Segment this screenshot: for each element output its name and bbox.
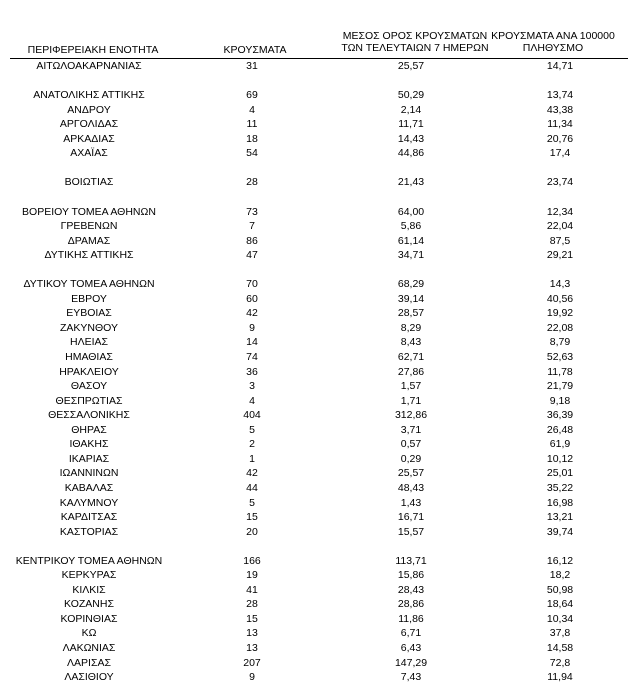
table-row xyxy=(0,132,633,146)
cell-region: ΙΩΑΝΝΙΝΩΝ xyxy=(59,467,119,480)
table-row xyxy=(0,103,633,117)
cell-avg7: 8,43 xyxy=(400,336,422,349)
header-per100k-line1: ΚΡΟΥΣΜΑΤΑ ΑΝΑ 100000 xyxy=(491,30,615,42)
cell-avg7: 312,86 xyxy=(394,409,428,422)
cell-avg7: 3,71 xyxy=(400,423,422,436)
table-row xyxy=(0,583,633,597)
cell-per100k: 21,79 xyxy=(546,380,574,393)
cell-per100k: 12,34 xyxy=(546,205,574,218)
table-row xyxy=(0,365,633,379)
cell-cases: 404 xyxy=(243,409,261,422)
table-row xyxy=(0,335,633,349)
table-row xyxy=(0,394,633,408)
table-row xyxy=(0,205,633,219)
cell-cases: 7 xyxy=(249,220,255,233)
table-row xyxy=(0,161,633,175)
cell-cases: 41 xyxy=(246,583,258,596)
cell-region: ΛΑΡΙΣΑΣ xyxy=(67,656,111,669)
cell-cases: 5 xyxy=(249,423,255,436)
cell-cases: 207 xyxy=(243,656,261,669)
table-row xyxy=(0,510,633,524)
table-row xyxy=(0,408,633,422)
table-row xyxy=(0,277,633,291)
cell-per100k: 10,34 xyxy=(546,612,574,625)
cell-region: ΚΙΛΚΙΣ xyxy=(72,583,106,596)
cell-avg7: 7,43 xyxy=(400,671,422,684)
cell-cases: 70 xyxy=(246,278,258,291)
cell-per100k: 50,98 xyxy=(546,583,574,596)
table-row xyxy=(0,248,633,262)
cell-avg7: 48,43 xyxy=(397,481,425,494)
table-row xyxy=(0,626,633,640)
cell-per100k: 23,74 xyxy=(546,176,574,189)
cell-region: ΚΩ xyxy=(81,627,97,640)
cell-region: ΚΑΣΤΟΡΙΑΣ xyxy=(59,525,119,538)
cell-per100k: 16,98 xyxy=(546,496,574,509)
cell-region: ΓΡΕΒΕΝΩΝ xyxy=(60,220,118,233)
table-row xyxy=(0,190,633,204)
cell-region: ΚΑΡΔΙΤΣΑΣ xyxy=(60,511,118,524)
cell-avg7: 6,71 xyxy=(400,627,422,640)
cell-cases: 3 xyxy=(249,380,255,393)
cell-region: ΚΑΛΥΜΝΟΥ xyxy=(59,496,119,509)
cell-per100k: 87,5 xyxy=(549,234,571,247)
table-row xyxy=(0,641,633,655)
table-row xyxy=(0,263,633,277)
cell-avg7: 28,57 xyxy=(397,307,425,320)
table-row xyxy=(0,597,633,611)
table-row xyxy=(0,452,633,466)
table-row xyxy=(0,423,633,437)
cell-avg7: 8,29 xyxy=(400,321,422,334)
cell-per100k: 36,39 xyxy=(546,409,574,422)
cell-region: ΑΝΔΡΟΥ xyxy=(67,103,111,116)
cell-per100k: 52,63 xyxy=(546,351,574,363)
cell-per100k: 19,92 xyxy=(546,307,574,320)
cell-avg7: 68,29 xyxy=(397,278,425,291)
cell-per100k: 25,01 xyxy=(546,467,574,480)
cell-region: ΑΝΑΤΟΛΙΚΗΣ ΑΤΤΙΚΗΣ xyxy=(33,89,145,102)
cell-cases: 28 xyxy=(246,598,258,611)
cell-per100k: 22,04 xyxy=(546,220,574,233)
cell-avg7: 64,00 xyxy=(397,205,425,218)
cell-region: ΔΥΤΙΚΟΥ ΤΟΜΕΑ ΑΘΗΝΩΝ xyxy=(23,278,155,291)
cell-cases: 73 xyxy=(246,205,258,218)
cell-cases: 19 xyxy=(246,569,258,582)
table-row xyxy=(0,554,633,568)
cell-avg7: 25,57 xyxy=(397,467,425,480)
cell-cases: 86 xyxy=(246,234,258,247)
cell-per100k: 43,38 xyxy=(546,103,574,116)
cell-region: ΗΜΑΘΙΑΣ xyxy=(65,351,113,363)
cell-region: ΙΚΑΡΙΑΣ xyxy=(68,452,110,465)
cell-per100k: 18,2 xyxy=(549,569,571,582)
table-row xyxy=(0,74,633,88)
cell-cases: 13 xyxy=(246,627,258,640)
cell-cases: 47 xyxy=(246,249,258,262)
cell-per100k: 29,21 xyxy=(546,249,574,262)
cell-region: ΘΑΣΟΥ xyxy=(70,380,108,393)
cell-per100k: 9,18 xyxy=(549,394,571,407)
cell-avg7: 28,86 xyxy=(397,598,425,611)
cell-per100k: 20,76 xyxy=(546,132,574,145)
table-row xyxy=(0,146,633,160)
table-row xyxy=(0,437,633,451)
cell-avg7: 62,71 xyxy=(397,351,425,363)
cell-cases: 18 xyxy=(246,132,258,145)
table-row xyxy=(0,88,633,102)
cell-per100k: 18,64 xyxy=(546,598,574,611)
cell-region: ΘΕΣΣΑΛΟΝΙΚΗΣ xyxy=(48,409,130,422)
cell-avg7: 6,43 xyxy=(400,642,422,654)
cell-per100k: 14,3 xyxy=(549,278,571,291)
table-row xyxy=(0,175,633,189)
cell-avg7: 61,14 xyxy=(397,234,425,247)
cell-per100k: 17,4 xyxy=(549,147,571,160)
cell-avg7: 2,14 xyxy=(400,103,422,116)
cell-cases: 36 xyxy=(246,365,258,378)
header-per100k xyxy=(478,30,628,54)
header-region: ΠΕΡΙΦΕΡΕΙΑΚΗ ΕΝΟΤΗΤΑ xyxy=(27,44,159,56)
cell-region: ΑΡΓΟΛΙΔΑΣ xyxy=(59,118,119,131)
header-avg7-line2: ΤΩΝ ΤΕΛΕΥΤΑΙΩΝ 7 ΗΜΕΡΩΝ xyxy=(341,42,489,54)
table-row xyxy=(0,234,633,248)
cell-region: ΔΡΑΜΑΣ xyxy=(67,234,111,247)
cell-per100k: 22,08 xyxy=(546,321,574,334)
cell-avg7: 15,57 xyxy=(397,525,425,538)
cell-avg7: 0,29 xyxy=(400,452,422,465)
cell-per100k: 13,21 xyxy=(546,511,574,524)
table-row xyxy=(0,670,633,684)
cell-avg7: 39,14 xyxy=(397,292,425,305)
table-row xyxy=(0,612,633,626)
cell-cases: 15 xyxy=(246,612,258,625)
cell-per100k: 10,12 xyxy=(546,452,574,465)
table-row xyxy=(0,350,633,364)
cell-avg7: 113,71 xyxy=(395,554,427,567)
table-row xyxy=(0,539,633,553)
cell-cases: 15 xyxy=(246,511,258,524)
cell-region: ΛΑΚΩΝΙΑΣ xyxy=(62,642,116,654)
cell-avg7: 50,29 xyxy=(397,89,425,102)
cell-cases: 42 xyxy=(246,307,258,320)
cell-region: ΗΛΕΙΑΣ xyxy=(69,336,108,349)
header-cases: ΚΡΟΥΣΜΑΤΑ xyxy=(223,44,287,56)
table-row xyxy=(0,219,633,233)
cell-region: ΕΥΒΟΙΑΣ xyxy=(66,307,112,320)
cell-per100k: 61,9 xyxy=(549,438,571,451)
cell-region: ΑΧΑΪΑΣ xyxy=(70,147,108,160)
cell-per100k: 39,74 xyxy=(546,525,574,538)
cell-avg7: 28,43 xyxy=(397,583,425,596)
table-row xyxy=(0,306,633,320)
cell-region: ΑΡΚΑΔΙΑΣ xyxy=(63,132,115,145)
cell-cases: 4 xyxy=(249,103,255,116)
cell-per100k: 14,71 xyxy=(546,60,574,72)
header-per100k-line2: ΠΛΗΘΥΣΜΟ xyxy=(522,42,584,54)
cell-region: ΙΘΑΚΗΣ xyxy=(69,438,109,451)
cell-region: ΑΙΤΩΛΟΑΚΑΡΝΑΝΙΑΣ xyxy=(36,60,142,72)
cell-cases: 54 xyxy=(246,147,258,160)
cell-region: ΕΒΡΟΥ xyxy=(71,292,107,305)
cell-region: ΛΑΣΙΘΙΟΥ xyxy=(64,671,114,684)
cell-cases: 5 xyxy=(249,496,255,509)
cell-per100k: 11,78 xyxy=(547,365,573,378)
cell-region: ΖΑΚΥΝΘΟΥ xyxy=(59,321,118,334)
cell-cases: 42 xyxy=(246,467,258,480)
cell-avg7: 11,71 xyxy=(398,118,424,131)
cell-avg7: 5,86 xyxy=(400,220,422,233)
table-row xyxy=(0,656,633,670)
table-row xyxy=(0,379,633,393)
cell-per100k: 72,8 xyxy=(549,656,571,669)
cell-per100k: 16,12 xyxy=(546,554,574,567)
cell-avg7: 15,86 xyxy=(397,569,425,582)
table-row xyxy=(0,496,633,510)
cell-per100k: 14,58 xyxy=(546,642,574,654)
table-row xyxy=(0,117,633,131)
table-row xyxy=(0,292,633,306)
cell-region: ΔΥΤΙΚΗΣ ΑΤΤΙΚΗΣ xyxy=(44,249,134,262)
cell-avg7: 27,86 xyxy=(397,365,425,378)
cell-avg7: 34,71 xyxy=(397,249,425,262)
cell-region: ΚΟΖΑΝΗΣ xyxy=(64,598,114,611)
cell-cases: 60 xyxy=(246,292,258,305)
cell-cases: 4 xyxy=(249,394,255,407)
cell-avg7: 16,71 xyxy=(397,511,425,524)
cell-cases: 14 xyxy=(246,336,258,349)
cell-region: ΒΟΡΕΙΟΥ ΤΟΜΕΑ ΑΘΗΝΩΝ xyxy=(22,205,156,218)
cell-cases: 166 xyxy=(243,554,261,567)
table-row xyxy=(0,525,633,539)
cell-avg7: 25,57 xyxy=(397,60,425,72)
cell-avg7: 11,86 xyxy=(398,612,424,625)
cell-region: ΗΡΑΚΛΕΙΟΥ xyxy=(59,365,119,378)
cell-cases: 44 xyxy=(246,481,258,494)
table-row xyxy=(0,321,633,335)
cell-per100k: 8,79 xyxy=(549,336,571,349)
cell-per100k: 40,56 xyxy=(546,292,574,305)
cell-cases: 20 xyxy=(246,525,258,538)
cell-avg7: 14,43 xyxy=(397,132,425,145)
table-row xyxy=(0,568,633,582)
cell-per100k: 13,74 xyxy=(546,89,574,102)
table-row xyxy=(0,481,633,495)
cell-region: ΚΟΡΙΝΘΙΑΣ xyxy=(60,612,118,625)
cell-cases: 9 xyxy=(249,671,255,684)
cell-cases: 31 xyxy=(246,60,258,72)
cell-cases: 13 xyxy=(246,642,258,654)
cell-cases: 69 xyxy=(246,89,258,102)
cell-region: ΚΑΒΑΛΑΣ xyxy=(64,481,114,494)
cell-per100k: 11,94 xyxy=(547,671,573,684)
cell-per100k: 11,34 xyxy=(547,118,573,131)
cell-region: ΚΕΝΤΡΙΚΟΥ ΤΟΜΕΑ ΑΘΗΝΩΝ xyxy=(15,554,163,567)
cell-cases: 11 xyxy=(246,118,258,131)
cell-cases: 74 xyxy=(246,351,258,363)
header-avg7-line1: ΜΕΣΟΣ ΟΡΟΣ ΚΡΟΥΣΜΑΤΩΝ xyxy=(342,30,488,42)
cell-cases: 2 xyxy=(249,438,255,451)
cell-avg7: 0,57 xyxy=(400,438,422,451)
cell-region: ΒΟΙΩΤΙΑΣ xyxy=(64,176,114,189)
table-row xyxy=(0,59,633,73)
cell-per100k: 26,48 xyxy=(546,423,574,436)
cell-region: ΘΗΡΑΣ xyxy=(71,423,107,436)
cell-per100k: 37,8 xyxy=(549,627,571,640)
cell-cases: 1 xyxy=(249,452,255,465)
cell-cases: 9 xyxy=(249,321,255,334)
cell-avg7: 147,29 xyxy=(394,656,428,669)
cell-avg7: 44,86 xyxy=(397,147,425,160)
cell-avg7: 1,57 xyxy=(400,380,422,393)
cell-avg7: 21,43 xyxy=(397,176,425,189)
cell-avg7: 1,71 xyxy=(400,394,422,407)
cell-per100k: 35,22 xyxy=(546,481,574,494)
cell-region: ΘΕΣΠΡΩΤΙΑΣ xyxy=(55,394,123,407)
cell-avg7: 1,43 xyxy=(400,496,422,509)
cell-cases: 28 xyxy=(246,176,258,189)
table-row xyxy=(0,466,633,480)
cell-region: ΚΕΡΚΥΡΑΣ xyxy=(61,569,117,582)
